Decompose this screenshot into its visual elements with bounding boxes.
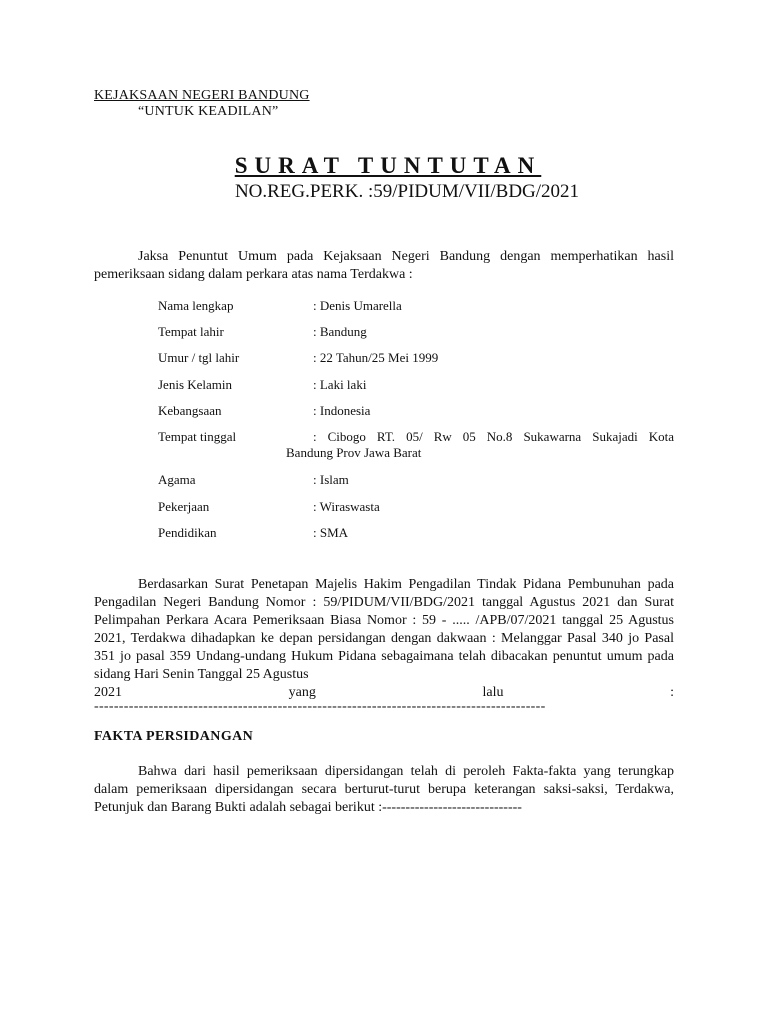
facts-heading: FAKTA PERSIDANGAN — [94, 729, 254, 744]
identity-value: : Laki laki — [313, 377, 367, 392]
basis-paragraph — [94, 576, 674, 702]
identity-value: : Denis Umarella — [313, 298, 402, 313]
identity-label: Agama — [158, 472, 196, 487]
intro-paragraph — [94, 248, 674, 284]
registration-number: NO.REG.PERK. :59/PIDUM/VII/BDG/2021 — [234, 181, 580, 202]
institution-name: KEJAKSAAN NEGERI BANDUNG — [94, 88, 310, 103]
identity-label: Tempat lahir — [158, 324, 224, 339]
basis-word: lalu — [482, 685, 504, 700]
identity-value: : 22 Tahun/25 Mei 1999 — [313, 350, 439, 365]
identity-value: : Indonesia — [313, 403, 371, 418]
identity-label: Pendidikan — [158, 525, 217, 540]
identity-label: Umur / tgl lahir — [158, 350, 240, 365]
identity-value: : Wiraswasta — [313, 499, 380, 514]
identity-label: Jenis Kelamin — [158, 377, 233, 392]
identity-label: Tempat tinggal — [158, 429, 237, 444]
identity-value: : Cibogo RT. 05/ Rw 05 No.8 Sukawarna Sukajadi Kota — [313, 429, 674, 444]
identity-value: : Islam — [313, 472, 349, 487]
facts-text: Bahwa dari hasil pemeriksaan dipersidangan telah di peroleh Fakta-fakta yang terungkap dalam pemeriksaan dipersidangan secara berturut-turut berupa keterangan saksi-saksi, Terdakwa, Petunjuk dan Barang Bukti adalah sebagai berikut :------------------------------ — [94, 764, 674, 815]
identity-value-continued: Bandung Prov Jawa Barat — [286, 445, 422, 460]
basis-word: yang — [288, 685, 316, 700]
basis-word: 2021 — [94, 685, 122, 700]
facts-paragraph — [94, 763, 674, 817]
basis-text: Berdasarkan Surat Penetapan Majelis Hakim Pengadilan Tindak Pidana Pembunuhan pada Pengadilan Negeri Bandung Nomor : 59/PIDUM/VII/BDG/2021 tanggal Agustus 2021 dan Surat Pelimpahan Perkara Acara Pemeriksaan Biasa Nomor : 59 - ..... /APB/07/2021 tanggal 25 Agustus 2021, Terdakwa dihadapkan ke depan persidangan dengan dakwaan : Melanggar Pasal 340 jo Pasal 351 jo pasal 359 Undang-undang Hukum Pidana sebagaimana telah dibacakan penuntut umum pada sidang Hari Senin Tanggal 25 Agustus — [94, 577, 674, 682]
document-title: SURAT TUNTUTAN — [234, 153, 542, 178]
dash-separator: ------------------------------------------------------------------------------------------- — [94, 699, 546, 714]
institution-motto: “UNTUK KEADILAN” — [138, 104, 279, 119]
identity-label: Kebangsaan — [158, 403, 222, 418]
intro-text: Jaksa Penuntut Umum pada Kejaksaan Negeri Bandung dengan memperhatikan hasil pemeriksaan sidang dalam perkara atas nama Terdakwa : — [94, 249, 674, 282]
basis-body — [94, 576, 674, 684]
basis-word: : — [670, 685, 674, 700]
identity-label: Nama lengkap — [158, 298, 234, 313]
identity-label: Pekerjaan — [158, 499, 210, 514]
identity-value: : SMA — [313, 525, 349, 540]
identity-value: : Bandung — [313, 324, 367, 339]
